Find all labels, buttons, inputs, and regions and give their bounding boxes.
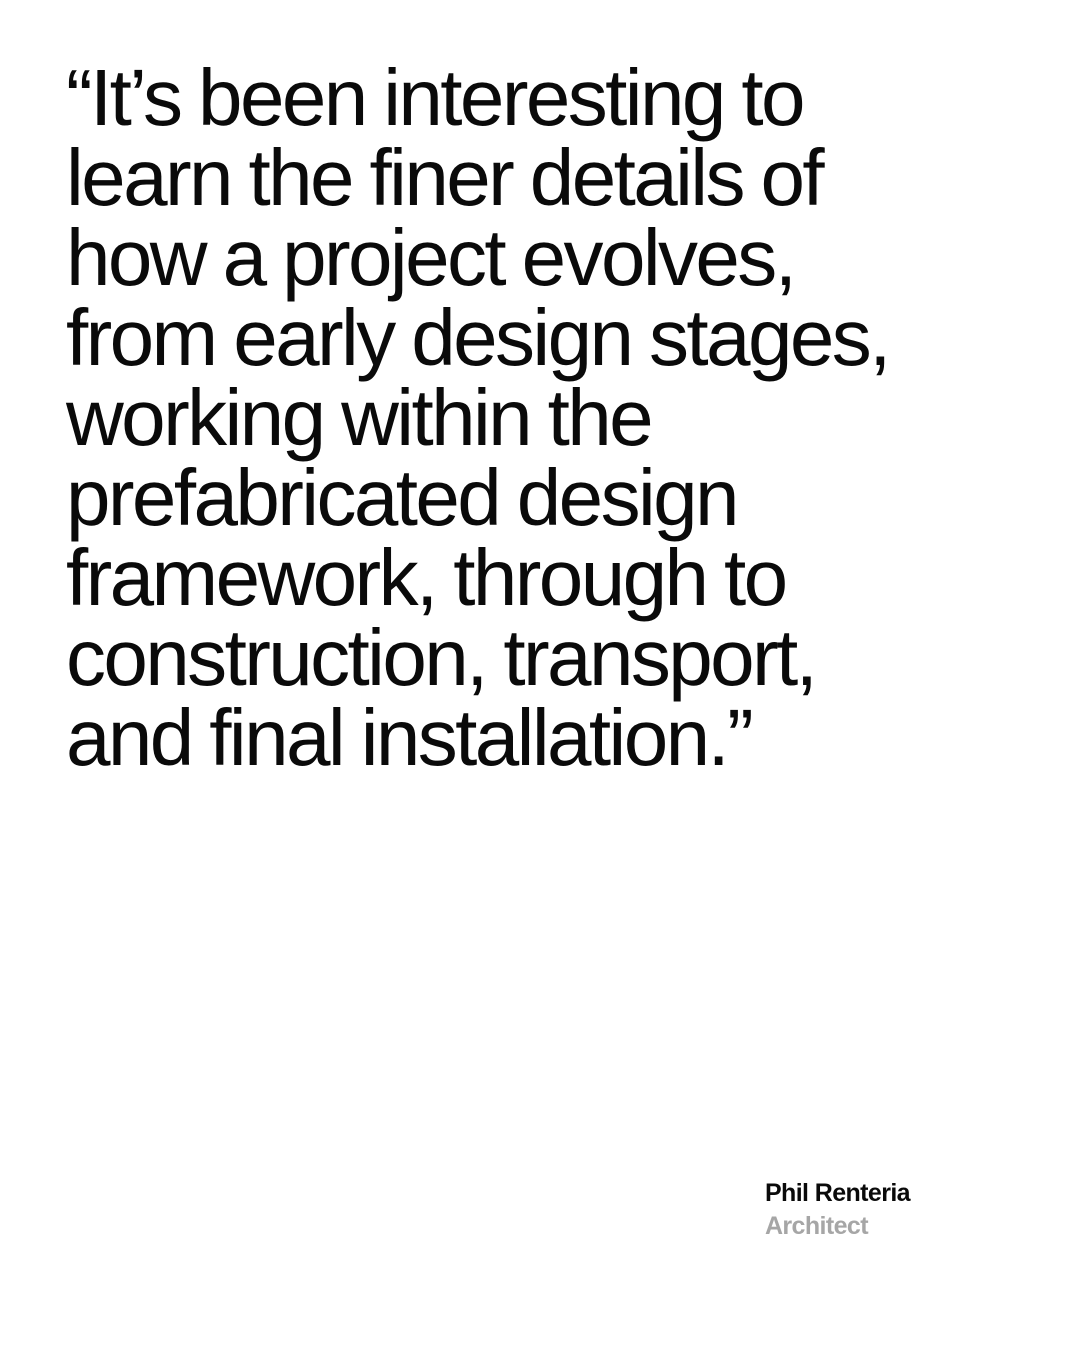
quote-block <box>66 53 946 782</box>
quote-text: “It’s been interesting to learn the finer details of how a project evolves, from early design stages, working within the prefabricated design framework, through to construction, transport, and final installation.” <box>66 53 889 782</box>
attribution <box>765 1177 910 1242</box>
attribution-role: Architect <box>764 1211 868 1240</box>
attribution-name: Phil Renteria <box>764 1179 910 1207</box>
